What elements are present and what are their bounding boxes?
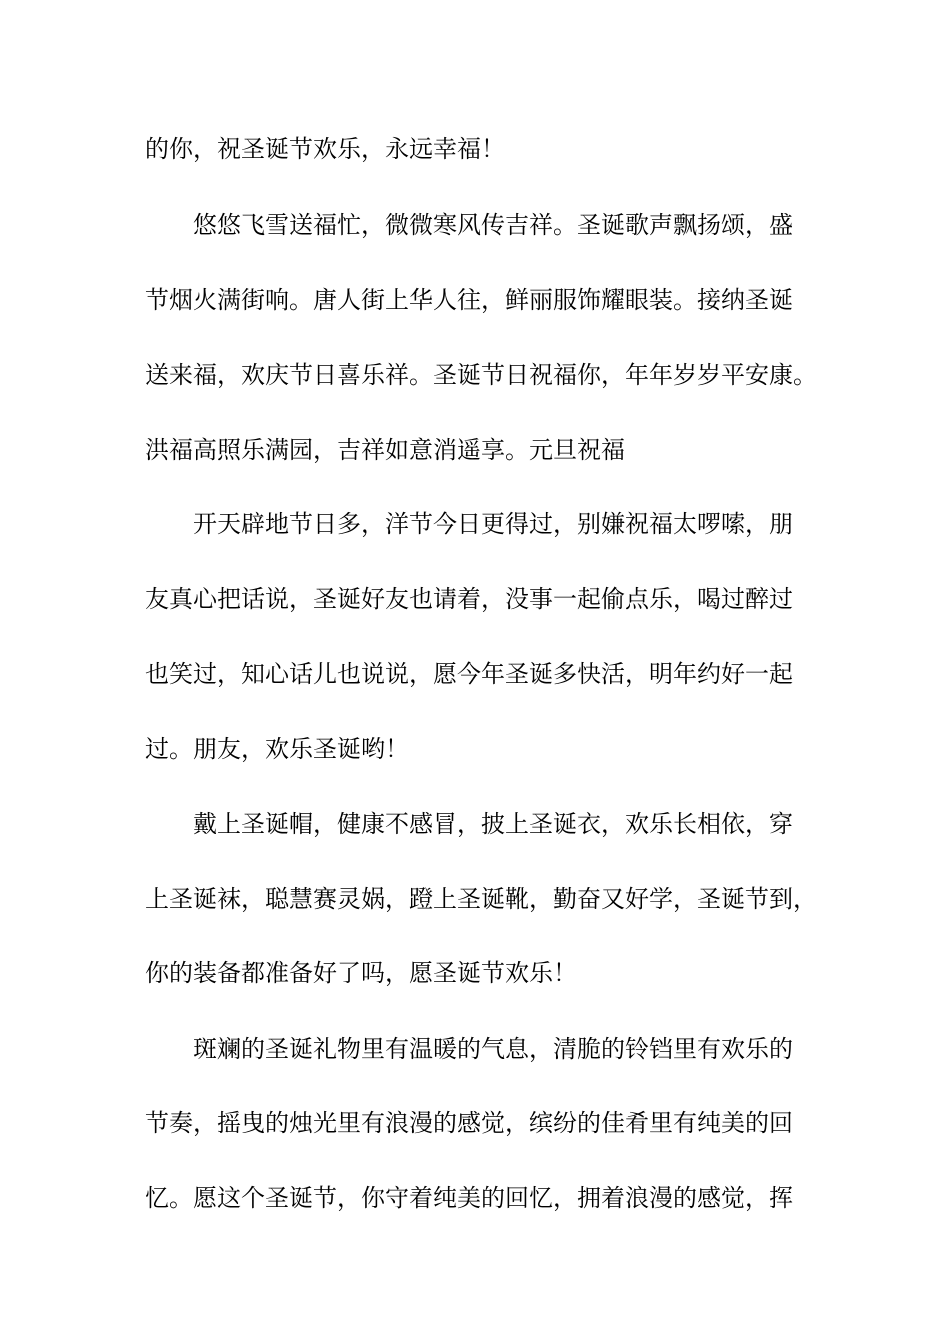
text-line: 的你，祝圣诞节欢乐，永远幸福！ (145, 135, 505, 163)
text-line: 洪福高照乐满园，吉祥如意消遥享。元旦祝福 (145, 436, 625, 464)
text-line: 你的装备都准备好了吗，愿圣诞节欢乐！ (145, 959, 577, 987)
text-line: 上圣诞袜，聪慧赛灵娲，蹬上圣诞靴，勤奋又好学，圣诞节到， (145, 885, 817, 913)
text-line: 忆。愿这个圣诞节，你守着纯美的回忆，拥着浪漫的感觉，挥 (145, 1184, 793, 1212)
paragraph-start-line: 悠悠飞雪送福忙，微微寒风传吉祥。圣诞歌声飘扬颂，盛 (193, 211, 793, 239)
text-line: 也笑过，知心话儿也说说，愿今年圣诞多快活，明年约好一起 (145, 660, 793, 688)
paragraph-start-line: 开天辟地节日多，洋节今日更得过，别嫌祝福太啰嗦，朋 (193, 510, 793, 538)
text-line: 节烟火满街响。唐人街上华人往，鲜丽服饰耀眼装。接纳圣诞 (145, 286, 793, 314)
text-line: 过。朋友，欢乐圣诞哟！ (145, 735, 409, 763)
text-line: 送来福，欢庆节日喜乐祥。圣诞节日祝福你，年年岁岁平安康。 (145, 361, 817, 389)
paragraph-start-line: 戴上圣诞帽，健康不感冒，披上圣诞衣，欢乐长相依，穿 (193, 810, 793, 838)
paragraph-start-line: 斑斓的圣诞礼物里有温暖的气息，清脆的铃铛里有欢乐的 (193, 1035, 793, 1063)
text-line: 友真心把话说，圣诞好友也请着，没事一起偷点乐，喝过醉过 (145, 585, 793, 613)
text-line: 节奏，摇曳的烛光里有浪漫的感觉，缤纷的佳肴里有纯美的回 (145, 1109, 793, 1137)
